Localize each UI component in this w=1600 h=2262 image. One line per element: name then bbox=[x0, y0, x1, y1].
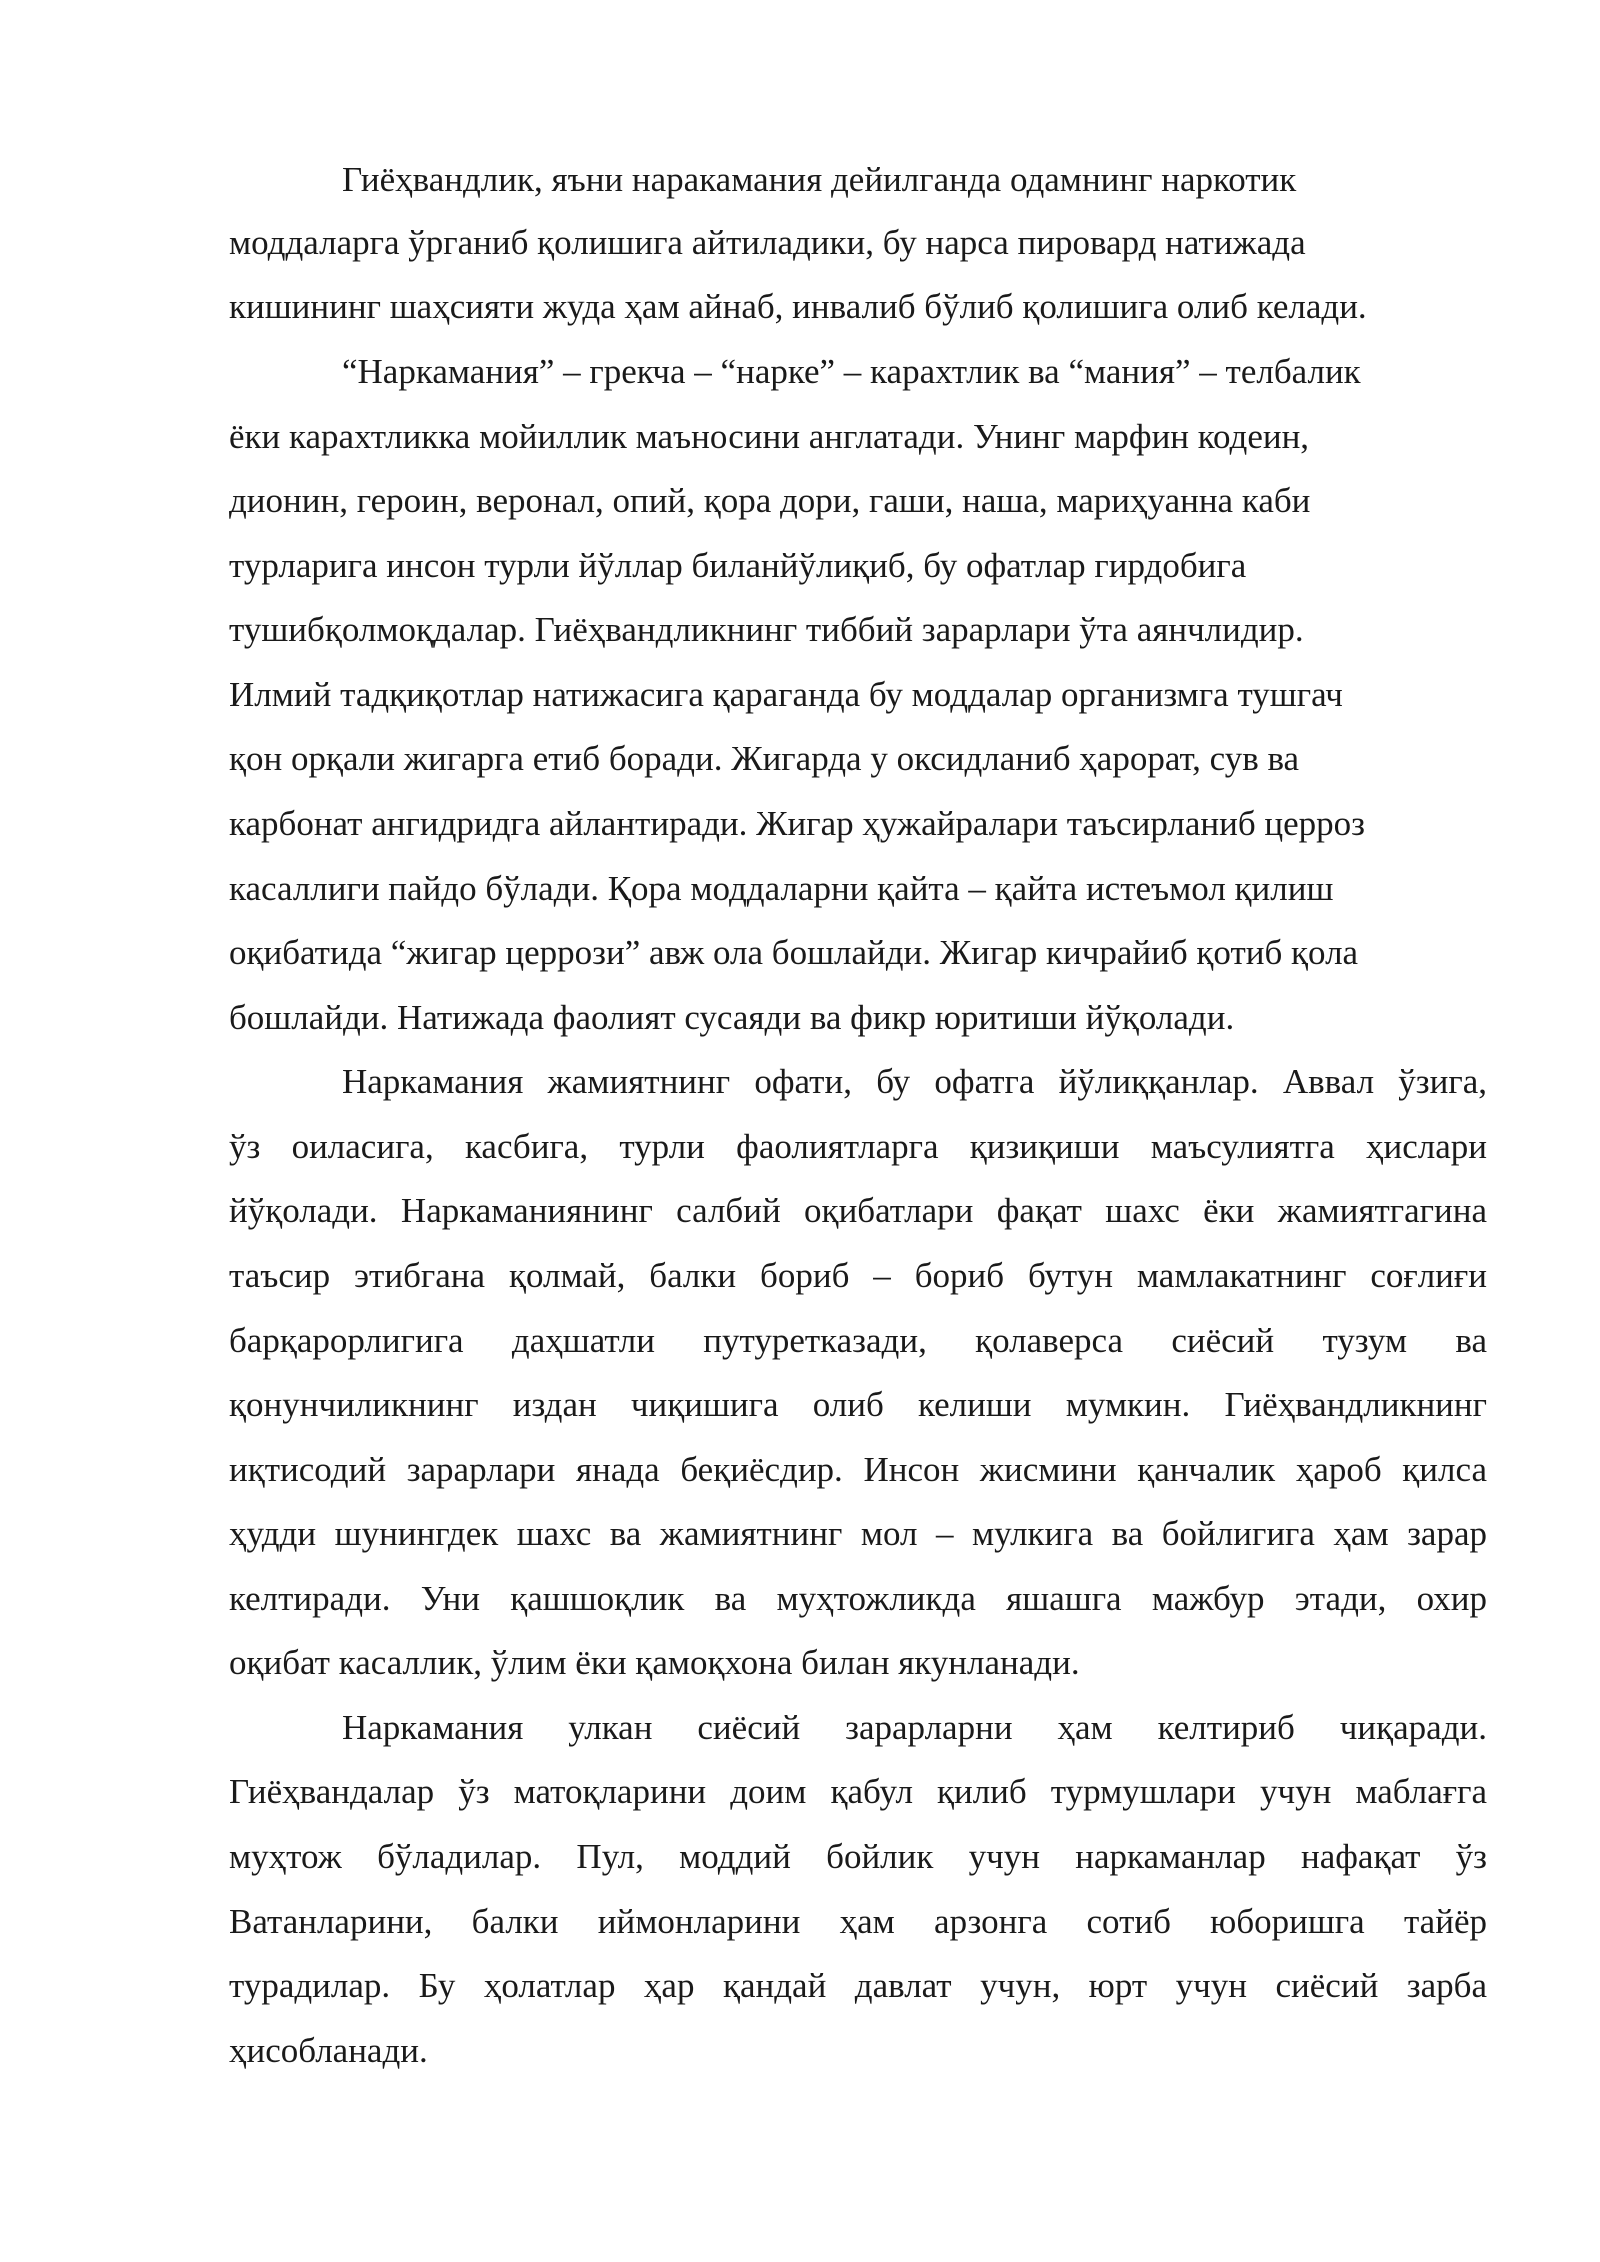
paragraph-2-line-5: тушибқолмоқдалар. Гиёҳвандликнинг тиббий зарарлари ўта аянчлидир. bbox=[229, 610, 1304, 649]
paragraph-4-line-4: Ватанларини, балки иймонларини ҳам арзонга сотиб юборишга тайёр bbox=[229, 1902, 1487, 1941]
paragraph-3-line-2: ўз оиласига, касбига, турли фаолиятларга қизиқиши маъсулиятга ҳислари bbox=[229, 1127, 1487, 1166]
paragraph-2-line-9: касаллиги пайдо бўлади. Қора моддаларни қайта – қайта истеъмол қилиш bbox=[229, 869, 1334, 908]
paragraph-2-line-7: қон орқали жигарга етиб боради. Жигарда у оксидланиб ҳарорат, сув ва bbox=[229, 739, 1300, 778]
paragraph-2-line-11: бошлайди. Натижада фаолият сусаяди ва фикр юритиши йўқолади. bbox=[229, 998, 1235, 1037]
paragraph-2-line-2: ёки карахтликка мойиллик маъносини англатади. Унинг марфин кодеин, bbox=[229, 417, 1310, 456]
paragraph-1-line-3: кишининг шаҳсияти жуда ҳам айнаб, инвалиб бўлиб қолишига олиб келади. bbox=[229, 287, 1367, 326]
paragraph-2-line-6: Илмий тадқиқотлар натижасига қараганда бу моддалар организмга тушгач bbox=[229, 675, 1343, 714]
paragraph-1-line-1: Гиёҳвандлик, яъни наракамания дейилганда одамнинг наркотик bbox=[342, 160, 1297, 199]
paragraph-2-line-3: дионин, героин, веронал, опий, қора дори, гаши, наша, мариҳуанна каби bbox=[229, 481, 1311, 520]
paragraph-3-line-8: ҳудди шунингдек шахс ва жамиятнинг мол – мулкига ва бойлигига ҳам зарар bbox=[229, 1514, 1487, 1553]
paragraph-3-line-5: барқарорлигига даҳшатли путуретказади, қолаверса сиёсий тузум ва bbox=[229, 1321, 1487, 1360]
paragraph-4-line-5: турадилар. Бу ҳолатлар ҳар қандай давлат учун, юрт учун сиёсий зарба bbox=[229, 1966, 1487, 2005]
paragraph-3-line-1: Наркамания жамиятнинг офати, бу офатга йўлиққанлар. Аввал ўзига, bbox=[342, 1062, 1487, 1101]
paragraph-4-line-1: Наркамания улкан сиёсий зарарларни ҳам келтириб чиқаради. bbox=[342, 1708, 1487, 1747]
paragraph-1-line-2: моддаларга ўрганиб қолишига айтиладики, бу нарса пировард натижада bbox=[229, 223, 1306, 262]
paragraph-3-line-6: қонунчиликнинг издан чиқишига олиб келиши мумкин. Гиёҳвандликнинг bbox=[229, 1385, 1487, 1424]
paragraph-3-line-4: таъсир этибгана қолмай, балки бориб – бориб бутун мамлакатнинг соғлиғи bbox=[229, 1256, 1487, 1295]
paragraph-2-line-1: “Наркамания” – грекча – “нарке” – карахтлик ва “мания” – телбалик bbox=[342, 352, 1361, 391]
paragraph-2-line-10: оқибатида “жигар церрози” авж ола бошлайди. Жигар кичрайиб қотиб қола bbox=[229, 933, 1359, 972]
paragraph-2-line-8: карбонат ангидридга айлантиради. Жигар ҳужайралари таъсирланиб церроз bbox=[229, 804, 1365, 843]
paragraph-2-line-4: турларига инсон турли йўллар биланйўлиқиб, бу офатлар гирдобига bbox=[229, 546, 1247, 585]
paragraph-3-line-9: келтиради. Уни қашшоқлик ва муҳтожликда яшашга мажбур этади, охир bbox=[229, 1579, 1487, 1618]
paragraph-4-line-6: ҳисобланади. bbox=[229, 2031, 428, 2070]
paragraph-3-line-10: оқибат касаллик, ўлим ёки қамоқхона билан якунланади. bbox=[229, 1643, 1080, 1682]
paragraph-4-line-3: муҳтож бўладилар. Пул, моддий бойлик учун наркаманлар нафақат ўз bbox=[229, 1837, 1487, 1876]
paragraph-3-line-7: иқтисодий зарарлари янада беқиёсдир. Инсон жисмини қанчалик ҳароб қилса bbox=[229, 1450, 1487, 1489]
paragraph-3-line-3: йўқолади. Наркаманиянинг салбий оқибатлари фақат шахс ёки жамиятгагина bbox=[229, 1191, 1487, 1230]
paragraph-4-line-2: Гиёҳвандалар ўз матоқларини доим қабул қилиб турмушлари учун маблағга bbox=[229, 1772, 1487, 1811]
